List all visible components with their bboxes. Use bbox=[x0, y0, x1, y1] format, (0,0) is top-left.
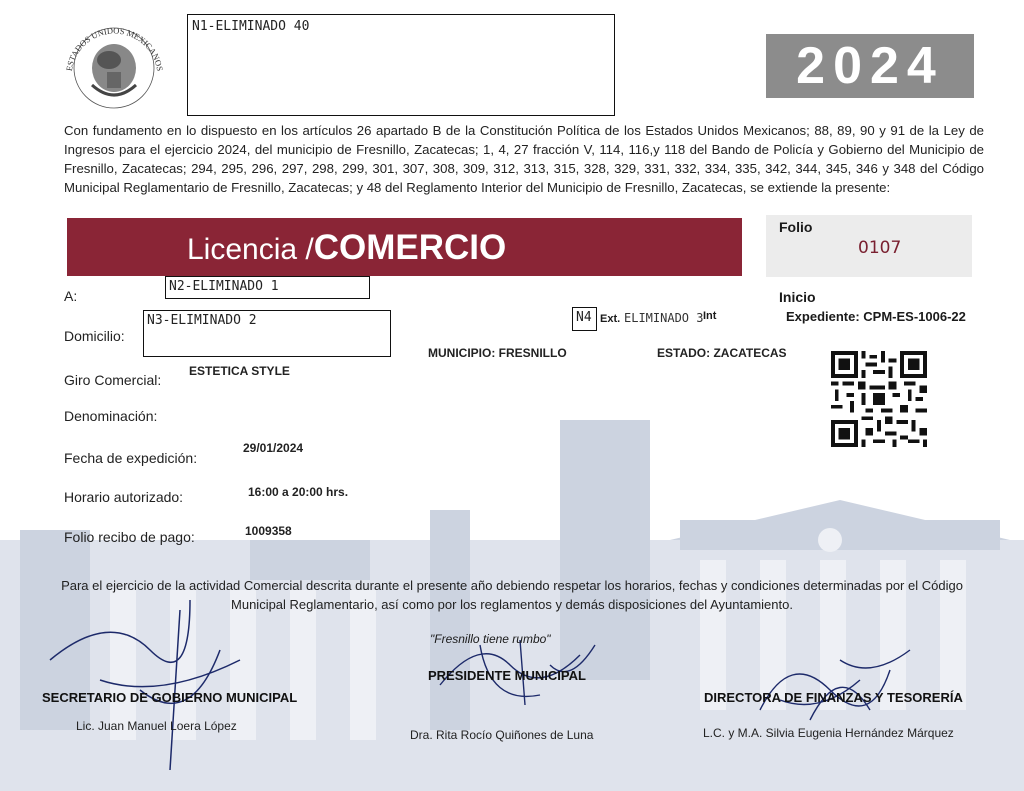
compliance-notice: Para el ejercicio de la actividad Comercial descrita durante el presente año debiendo respetar los horarios, fechas y condiciones determinadas por el Código Municipal Reglamentario, así como por los reglamentos y demás disposiciones del Ayuntamiento. bbox=[61, 578, 963, 612]
domicilio-label: Domicilio: bbox=[64, 328, 125, 344]
horario-value: 16:00 a 20:00 hrs. bbox=[248, 485, 349, 499]
folio-recibo-value: 1009358 bbox=[245, 524, 292, 538]
signature-right-title: DIRECTORA DE FINANZAS Y TESORERÍA bbox=[704, 690, 963, 705]
license-title-part2: COMERCIO bbox=[313, 228, 507, 267]
seal-text: ESTADOS UNIDOS MEXICANOS bbox=[63, 25, 166, 72]
folio-value: 0107 bbox=[858, 238, 902, 258]
estado: ESTADO: ZACATECAS bbox=[657, 346, 787, 360]
expediente: Expediente: CPM-ES-1006-22 bbox=[786, 309, 966, 324]
recipient-label: A: bbox=[64, 288, 78, 304]
slogan: "Fresnillo tiene rumbo" bbox=[430, 632, 551, 646]
signature-left-name: Lic. Juan Manuel Loera López bbox=[76, 719, 237, 733]
int-label: Int bbox=[703, 310, 717, 322]
national-seal-icon bbox=[57, 10, 172, 113]
legal-foundation-text: Con fundamento en lo dispuesto en los artículos 26 apartado B de la Constitución Política de los Estados Unidos Mexicanos; 88, 89, 90 y 91 de la Ley de Ingresos para el ejercicio 2024, del municipio de Fresnillo, Zacatecas; 1, 4, 27 fracción V, 114, 116,y 118 del Bando de Policía y Gobierno del Municipio de Fresnillo, Zacatecas; 294, 295, 296, 297, 298, 299, 301, 307, 308, 309, 312, 313, 315, 328, 329, 331, 332, 334, 335, 342, 344, 345, 346 y 348 del Código Municipal Reglamentario de Fresnillo, Zacatecas; y 48 del Reglamento Interior del Municipio de Fresnillo, Zacatecas, se extiende la presente: bbox=[64, 123, 984, 195]
municipio: MUNICIPIO: FRESNILLO bbox=[428, 346, 567, 360]
giro-value: ESTETICA STYLE bbox=[189, 364, 290, 378]
folio-recibo-label: Folio recibo de pago: bbox=[64, 529, 195, 545]
license-title-part1: Licencia / bbox=[187, 233, 314, 266]
ext-redacted: N4 bbox=[572, 307, 597, 331]
signature-left-title: SECRETARIO DE GOBIERNO MUNICIPAL bbox=[42, 690, 298, 705]
folio-label: Folio bbox=[779, 219, 813, 235]
signature-center-title: PRESIDENTE MUNICIPAL bbox=[428, 668, 586, 683]
fecha-value: 29/01/2024 bbox=[243, 441, 304, 455]
recipient-redacted: N2-ELIMINADO 1 bbox=[165, 276, 370, 299]
giro-label: Giro Comercial: bbox=[64, 372, 162, 388]
signature-right-icon bbox=[750, 640, 920, 730]
signature-right-name: L.C. y M.A. Silvia Eugenia Hernández Márquez bbox=[703, 726, 954, 740]
redacted-field-top: N1-ELIMINADO 40 bbox=[187, 14, 615, 116]
license-banner bbox=[67, 218, 742, 276]
signature-center-name: Dra. Rita Rocío Quiñones de Luna bbox=[410, 728, 594, 742]
ext-label: Ext. bbox=[600, 313, 621, 325]
signature-left-icon bbox=[40, 590, 260, 780]
inicio-label: Inicio bbox=[779, 289, 816, 305]
ext-eliminado-text: ELIMINADO 3 bbox=[624, 311, 704, 325]
horario-label: Horario autorizado: bbox=[64, 489, 184, 505]
year-badge: 2024 bbox=[766, 34, 974, 98]
denominacion-label: Denominación: bbox=[64, 408, 158, 424]
fecha-label: Fecha de expedición: bbox=[64, 450, 198, 466]
domicilio-redacted: N3-ELIMINADO 2 bbox=[143, 310, 391, 357]
license-title bbox=[187, 228, 506, 268]
qr-code-icon bbox=[831, 351, 927, 447]
